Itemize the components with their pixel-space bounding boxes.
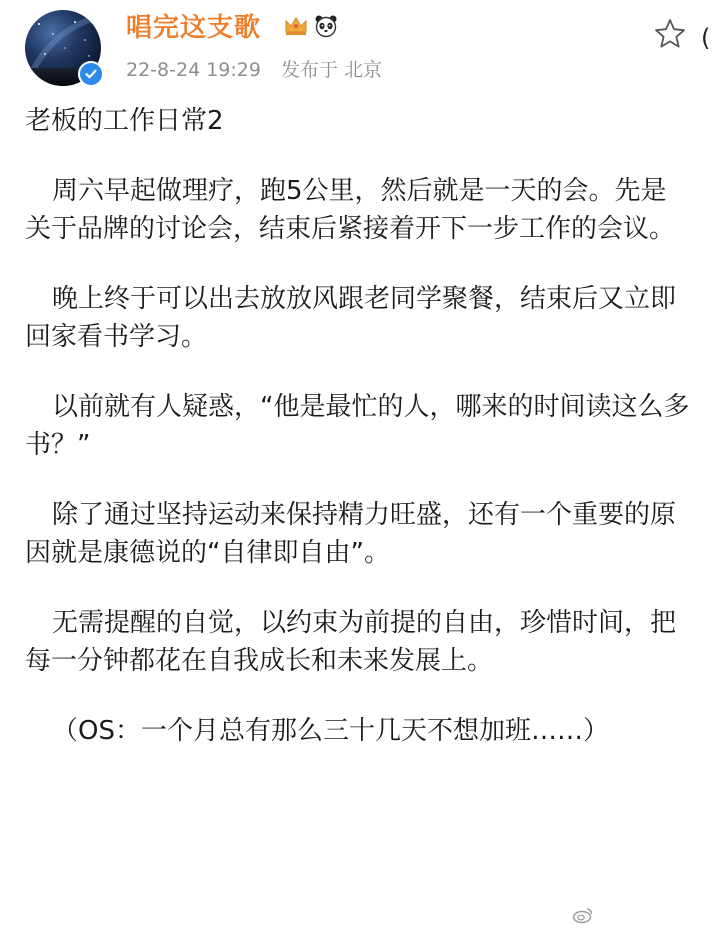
post-header bbox=[0, 0, 712, 100]
weibo-logo-icon bbox=[572, 906, 594, 924]
post-body bbox=[25, 102, 690, 782]
post-paragraph: 无需提醒的自觉，以约束为前提的自由，珍惜时间，把每一分钟都花在自我成长和未来发展上。 bbox=[25, 608, 677, 676]
post-timestamp: 22-8-24 19:29 bbox=[126, 59, 261, 81]
weibo-watermark bbox=[572, 906, 594, 924]
post-paragraph: 晚上终于可以出去放放风跟老同学聚餐，结束后又立即回家看书学习。 bbox=[25, 284, 677, 352]
post-paragraph: 周六早起做理疗，跑5公里，然后就是一天的会。先是关于品牌的讨论会，结束后紧接着开下一步工作的会议。 bbox=[25, 176, 676, 244]
post-paragraph: （OS：一个月总有那么三十几天不想加班……） bbox=[52, 716, 609, 746]
author-badges bbox=[283, 14, 339, 38]
author-name[interactable]: 唱完这支歌 bbox=[126, 13, 262, 43]
edge-fragment: ( bbox=[701, 24, 711, 52]
post-paragraph: 以前就有人疑惑，“他是最忙的人，哪来的时间读这么多书？” bbox=[25, 392, 690, 460]
panda-icon[interactable] bbox=[313, 14, 339, 38]
crown-icon[interactable] bbox=[283, 14, 309, 38]
post-paragraph: 除了通过坚持运动来保持精力旺盛，还有一个重要的原因就是康德说的“自律即自由”。 bbox=[25, 500, 677, 568]
verified-check-icon bbox=[78, 61, 104, 87]
star-outline-icon[interactable] bbox=[652, 16, 688, 52]
post-title: 老板的工作日常2 bbox=[25, 106, 224, 136]
post-meta bbox=[126, 56, 382, 84]
post-location: 发布于 北京 bbox=[281, 59, 383, 81]
